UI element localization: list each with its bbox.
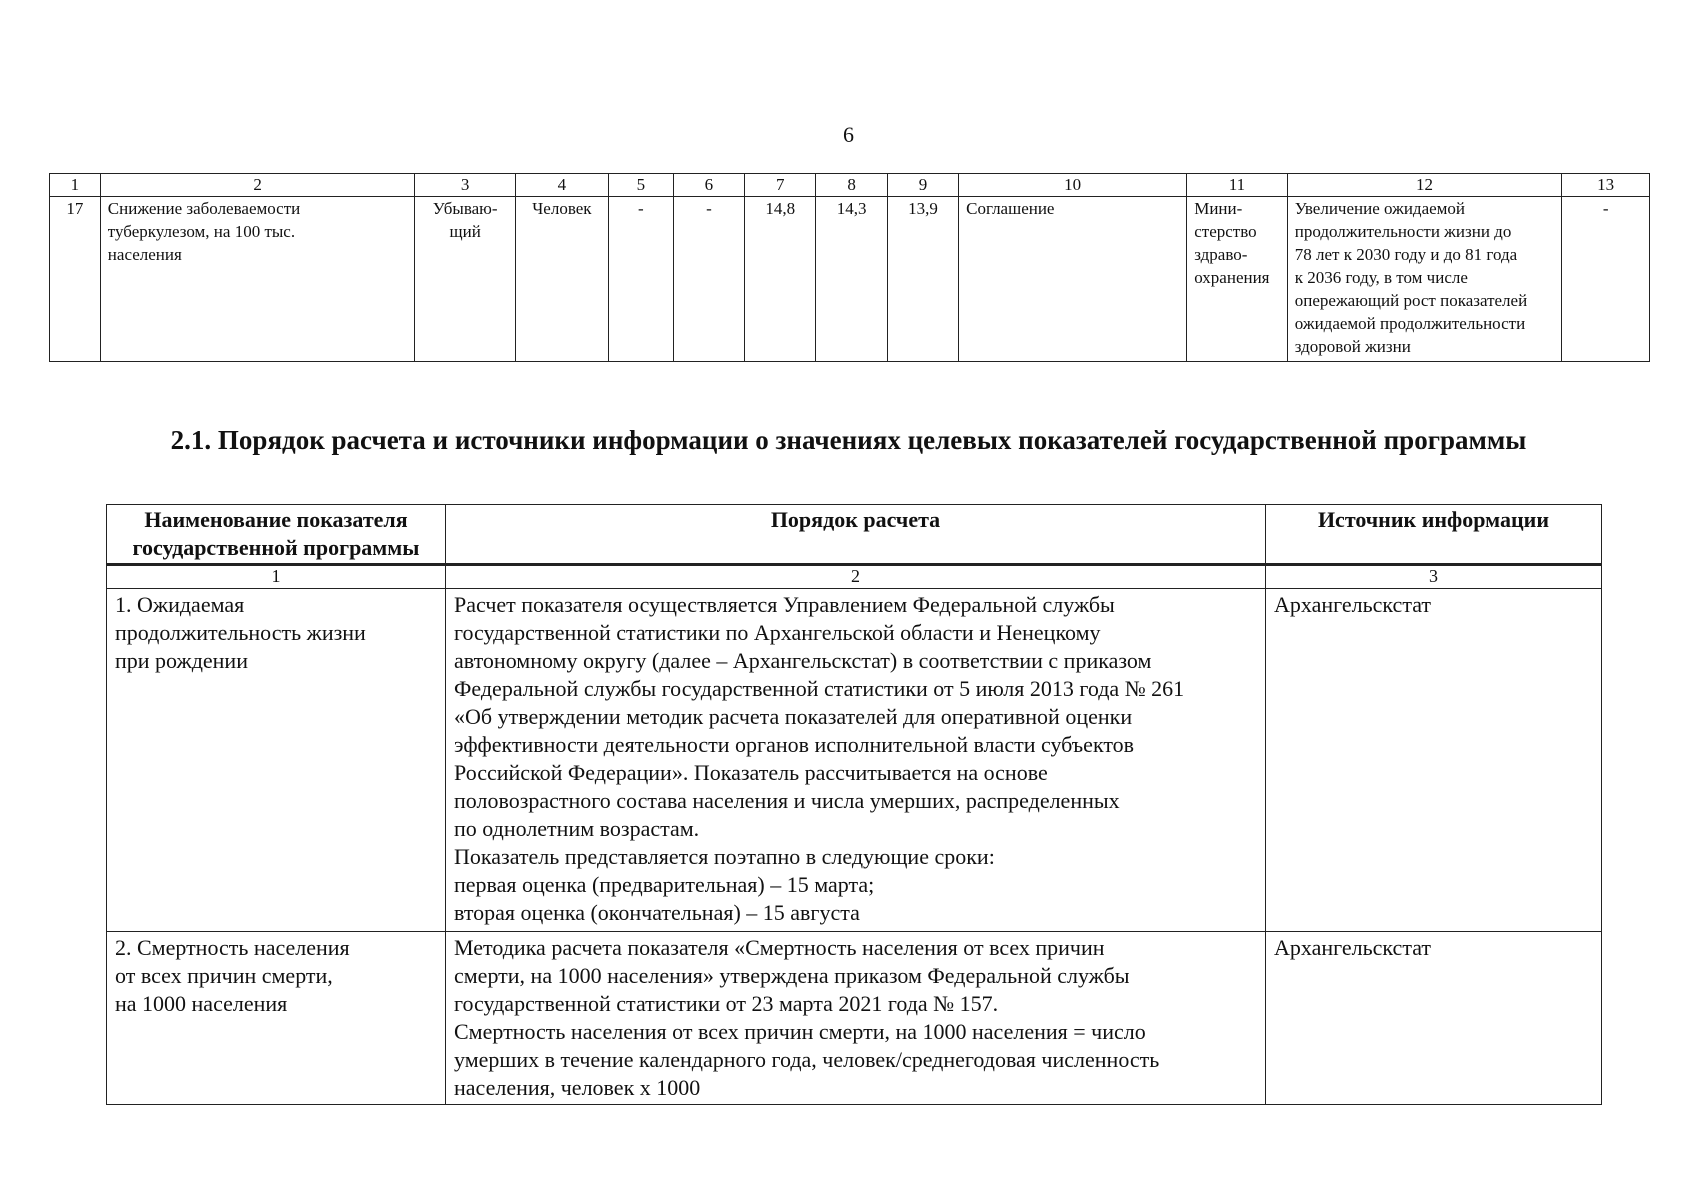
information-source: Архангельскстат [1266, 932, 1602, 1105]
calculation-method [446, 589, 1266, 932]
column-number: 8 [816, 174, 887, 197]
text-line: смерти, на 1000 населения» утверждена приказом Федеральной службы [454, 963, 1130, 988]
column-number: 7 [745, 174, 816, 197]
column-number: 10 [959, 174, 1187, 197]
text-line: Федеральной службы государственной статистики от 5 июля 2013 года № 261 [454, 676, 1185, 701]
text-line: на 1000 населения [115, 991, 288, 1016]
text-line: при рождении [115, 648, 248, 673]
text-line: «Об утверждении методик расчета показателей для оперативной оценки [454, 704, 1133, 729]
text-line: половозрастного состава населения и числа умерших, распределенных [454, 788, 1120, 813]
text-line: 2. Смертность населения [115, 935, 350, 960]
text-line: к 2036 году, в том числе [1294, 268, 1468, 287]
text-line: 1. Ожидаемая [115, 592, 245, 617]
page-number: 6 [843, 122, 854, 147]
cell-source: Соглашение [959, 197, 1187, 362]
text-line: эффективности деятельности органов исполнительной власти субъектов [454, 732, 1135, 757]
text-line: умерших в течение календарного года, человек/среднегодовая численность [454, 1047, 1160, 1072]
text-line: Убываю- [432, 199, 498, 218]
column-number: 3 [415, 174, 516, 197]
national-goal [1287, 197, 1562, 362]
responsible-body [1187, 197, 1288, 362]
indicator-unit: Человек [515, 197, 608, 362]
text-line: продолжительность жизни [115, 620, 366, 645]
text-line: Мини- [1194, 199, 1243, 218]
table-row [107, 589, 1602, 932]
text-line: Методика расчета показателя «Смертность населения от всех причин [454, 935, 1105, 960]
text-line: продолжительности жизни до [1294, 222, 1512, 241]
indicator-name [100, 197, 415, 362]
indicator-trend [415, 197, 516, 362]
column-number-row [50, 174, 1650, 197]
text-line: охранения [1194, 268, 1270, 287]
text-line: населения [107, 245, 182, 264]
header-calculation-method: Порядок расчета [446, 505, 1266, 565]
text-line: вторая оценка (окончательная) – 15 августа [454, 900, 860, 925]
indicator-name [107, 589, 446, 932]
column-number: 5 [608, 174, 673, 197]
text-line: от всех причин смерти, [115, 963, 333, 988]
cell-value: - [608, 197, 673, 362]
table-row [50, 197, 1650, 362]
text-line: по однолетним возрастам. [454, 816, 700, 841]
table-row [107, 932, 1602, 1105]
cell-value: 14,3 [816, 197, 887, 362]
cell-value: 14,8 [745, 197, 816, 362]
column-number: 1 [107, 565, 446, 589]
column-number: 11 [1187, 174, 1288, 197]
text-line: Снижение заболеваемости [107, 199, 301, 218]
indicator-name [107, 932, 446, 1105]
text-line: Наименование показателя [144, 507, 408, 532]
row-number: 17 [50, 197, 101, 362]
text-line: Увеличение ожидаемой [1294, 199, 1466, 218]
column-number: 9 [887, 174, 958, 197]
column-number: 12 [1287, 174, 1562, 197]
text-line: первая оценка (предварительная) – 15 марта; [454, 872, 875, 897]
calculation-method [446, 932, 1266, 1105]
text-line: Смертность населения от всех причин смерти, на 1000 населения = число [454, 1019, 1146, 1044]
text-line: автономному округу (далее – Архангельскстат) в соответствии с приказом [454, 648, 1152, 673]
header-indicator-name [107, 505, 446, 565]
section-title: 2.1. Порядок расчета и источники информации о значениях целевых показателей государственной программы [170, 425, 1527, 455]
calculation-methods-table [106, 504, 1602, 1105]
column-number: 2 [100, 174, 415, 197]
information-source: Архангельскстат [1266, 589, 1602, 932]
text-line: Показатель представляется поэтапно в следующие сроки: [454, 844, 995, 869]
text-line: стерство [1194, 222, 1257, 241]
text-line: 78 лет к 2030 году и до 81 года [1294, 245, 1518, 264]
text-line: государственной программы [132, 535, 420, 560]
indicators-table-continuation [49, 173, 1650, 362]
cell-value: - [1562, 197, 1650, 362]
text-line: щий [449, 222, 481, 241]
header-row [107, 505, 1602, 565]
text-line: ожидаемой продолжительности [1294, 314, 1526, 333]
column-number: 13 [1562, 174, 1650, 197]
text-line: Расчет показателя осуществляется Управлением Федеральной службы [454, 592, 1115, 617]
text-line: здоровой жизни [1294, 337, 1411, 356]
text-line: государственной статистики по Архангельской области и Ненецкому [454, 620, 1101, 645]
header-information-source: Источник информации [1266, 505, 1602, 565]
text-line: населения, человек х 1000 [454, 1075, 701, 1100]
text-line: здраво- [1194, 245, 1248, 264]
text-line: государственной статистики от 23 марта 2021 года № 157. [454, 991, 999, 1016]
text-line: туберкулезом, на 100 тыс. [107, 222, 296, 241]
text-line: опережающий рост показателей [1294, 291, 1528, 310]
column-number: 2 [446, 565, 1266, 589]
column-number: 1 [50, 174, 101, 197]
column-number: 3 [1266, 565, 1602, 589]
column-number: 6 [673, 174, 744, 197]
text-line: Российской Федерации». Показатель рассчитывается на основе [454, 760, 1048, 785]
cell-value: - [673, 197, 744, 362]
column-number: 4 [515, 174, 608, 197]
cell-value: 13,9 [887, 197, 958, 362]
column-number-row [107, 565, 1602, 589]
